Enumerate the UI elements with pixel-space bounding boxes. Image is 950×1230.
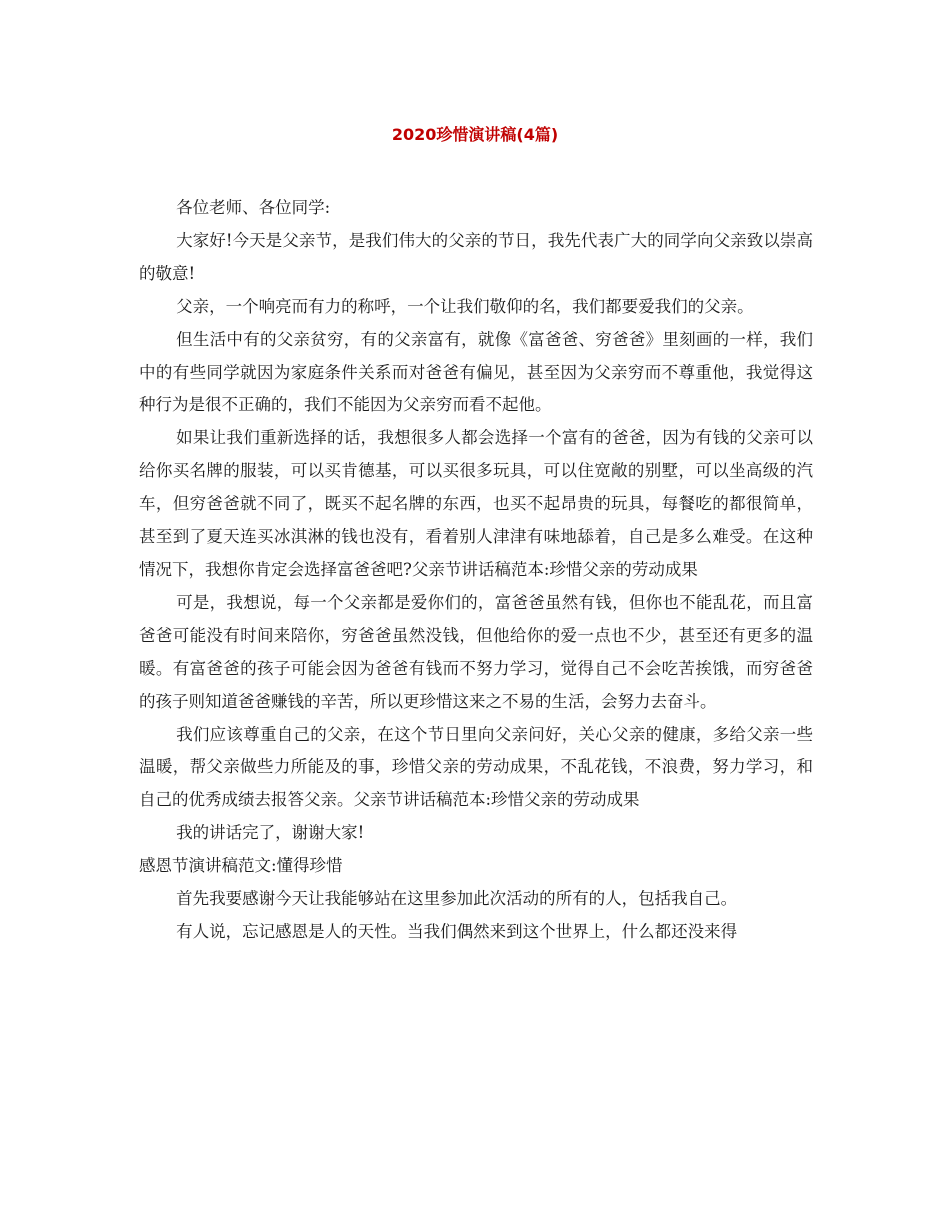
paragraph: 大家好!今天是父亲节，是我们伟大的父亲的节日，我先代表广大的同学向父亲致以崇高的敬意! (139, 230, 813, 283)
document-title: 2020珍惜演讲稿(4篇) (391, 125, 559, 144)
paragraph: 如果让我们重新选择的话，我想很多人都会选择一个富有的爸爸，因为有钱的父亲可以给你买名牌的服装，可以买肯德基，可以买很多玩具，可以住宽敞的别墅，可以坐高级的汽车，但穷爸爸就不同了，既买不起名牌的东西，也买不起昂贵的玩具，每餐吃的都很简单，甚至到了夏天连买冰淇淋的钱也没有，看着别人津津有味地舔着，自己是多么难受。在这种情况下，我想你肯定会选择富爸爸吧?父亲节讲话稿范本:珍惜父亲的劳动成果 (139, 428, 813, 579)
paragraph: 父亲，一个响亮而有力的称呼，一个让我们敬仰的名，我们都要爱我们的父亲。 (176, 296, 754, 316)
paragraph: 有人说，忘记感恩是人的天性。当我们偶然来到这个世界上，什么都还没来得 (176, 921, 738, 941)
document-body (139, 192, 813, 949)
paragraph: 但生活中有的父亲贫穷，有的父亲富有，就像《富爸爸、穷爸爸》里刻画的一样，我们中的有些同学就因为家庭条件关系而对爸爸有偏见，甚至因为父亲穷而不尊重他，我觉得这种行为是很不正确的，我们不能因为父亲穷而看不起他。 (139, 329, 813, 415)
section-heading: 感恩节演讲稿范文:懂得珍惜 (139, 856, 343, 876)
paragraph-closing: 我的讲话完了，谢谢大家! (176, 823, 365, 843)
paragraph: 首先我要感谢今天让我能够站在这里参加此次活动的所有的人，包括我自己。 (176, 889, 738, 909)
paragraph-greeting: 各位老师、各位同学: (176, 198, 331, 217)
paragraph: 可是，我想说，每一个父亲都是爱你们的，富爸爸虽然有钱，但你也不能乱花，而且富爸爸可能没有时间来陪你，穷爸爸虽然没钱，但他给你的爱一点也不少，甚至还有更多的温暖。有富爸爸的孩子可能会因为爸爸有钱而不努力学习，觉得自己不会吃苦挨饿，而穷爸爸的孩子则知道爸爸赚钱的辛苦，所以更珍惜这来之不易的生活，会努力去奋斗。 (139, 592, 813, 711)
paragraph: 我们应该尊重自己的父亲，在这个节日里向父亲问好，关心父亲的健康，多给父亲一些温暖，帮父亲做些力所能及的事，珍惜父亲的劳动成果，不乱花钱，不浪费，努力学习，和自己的优秀成绩去报答父亲。父亲节讲话稿范本:珍惜父亲的劳动成果 (139, 724, 813, 810)
